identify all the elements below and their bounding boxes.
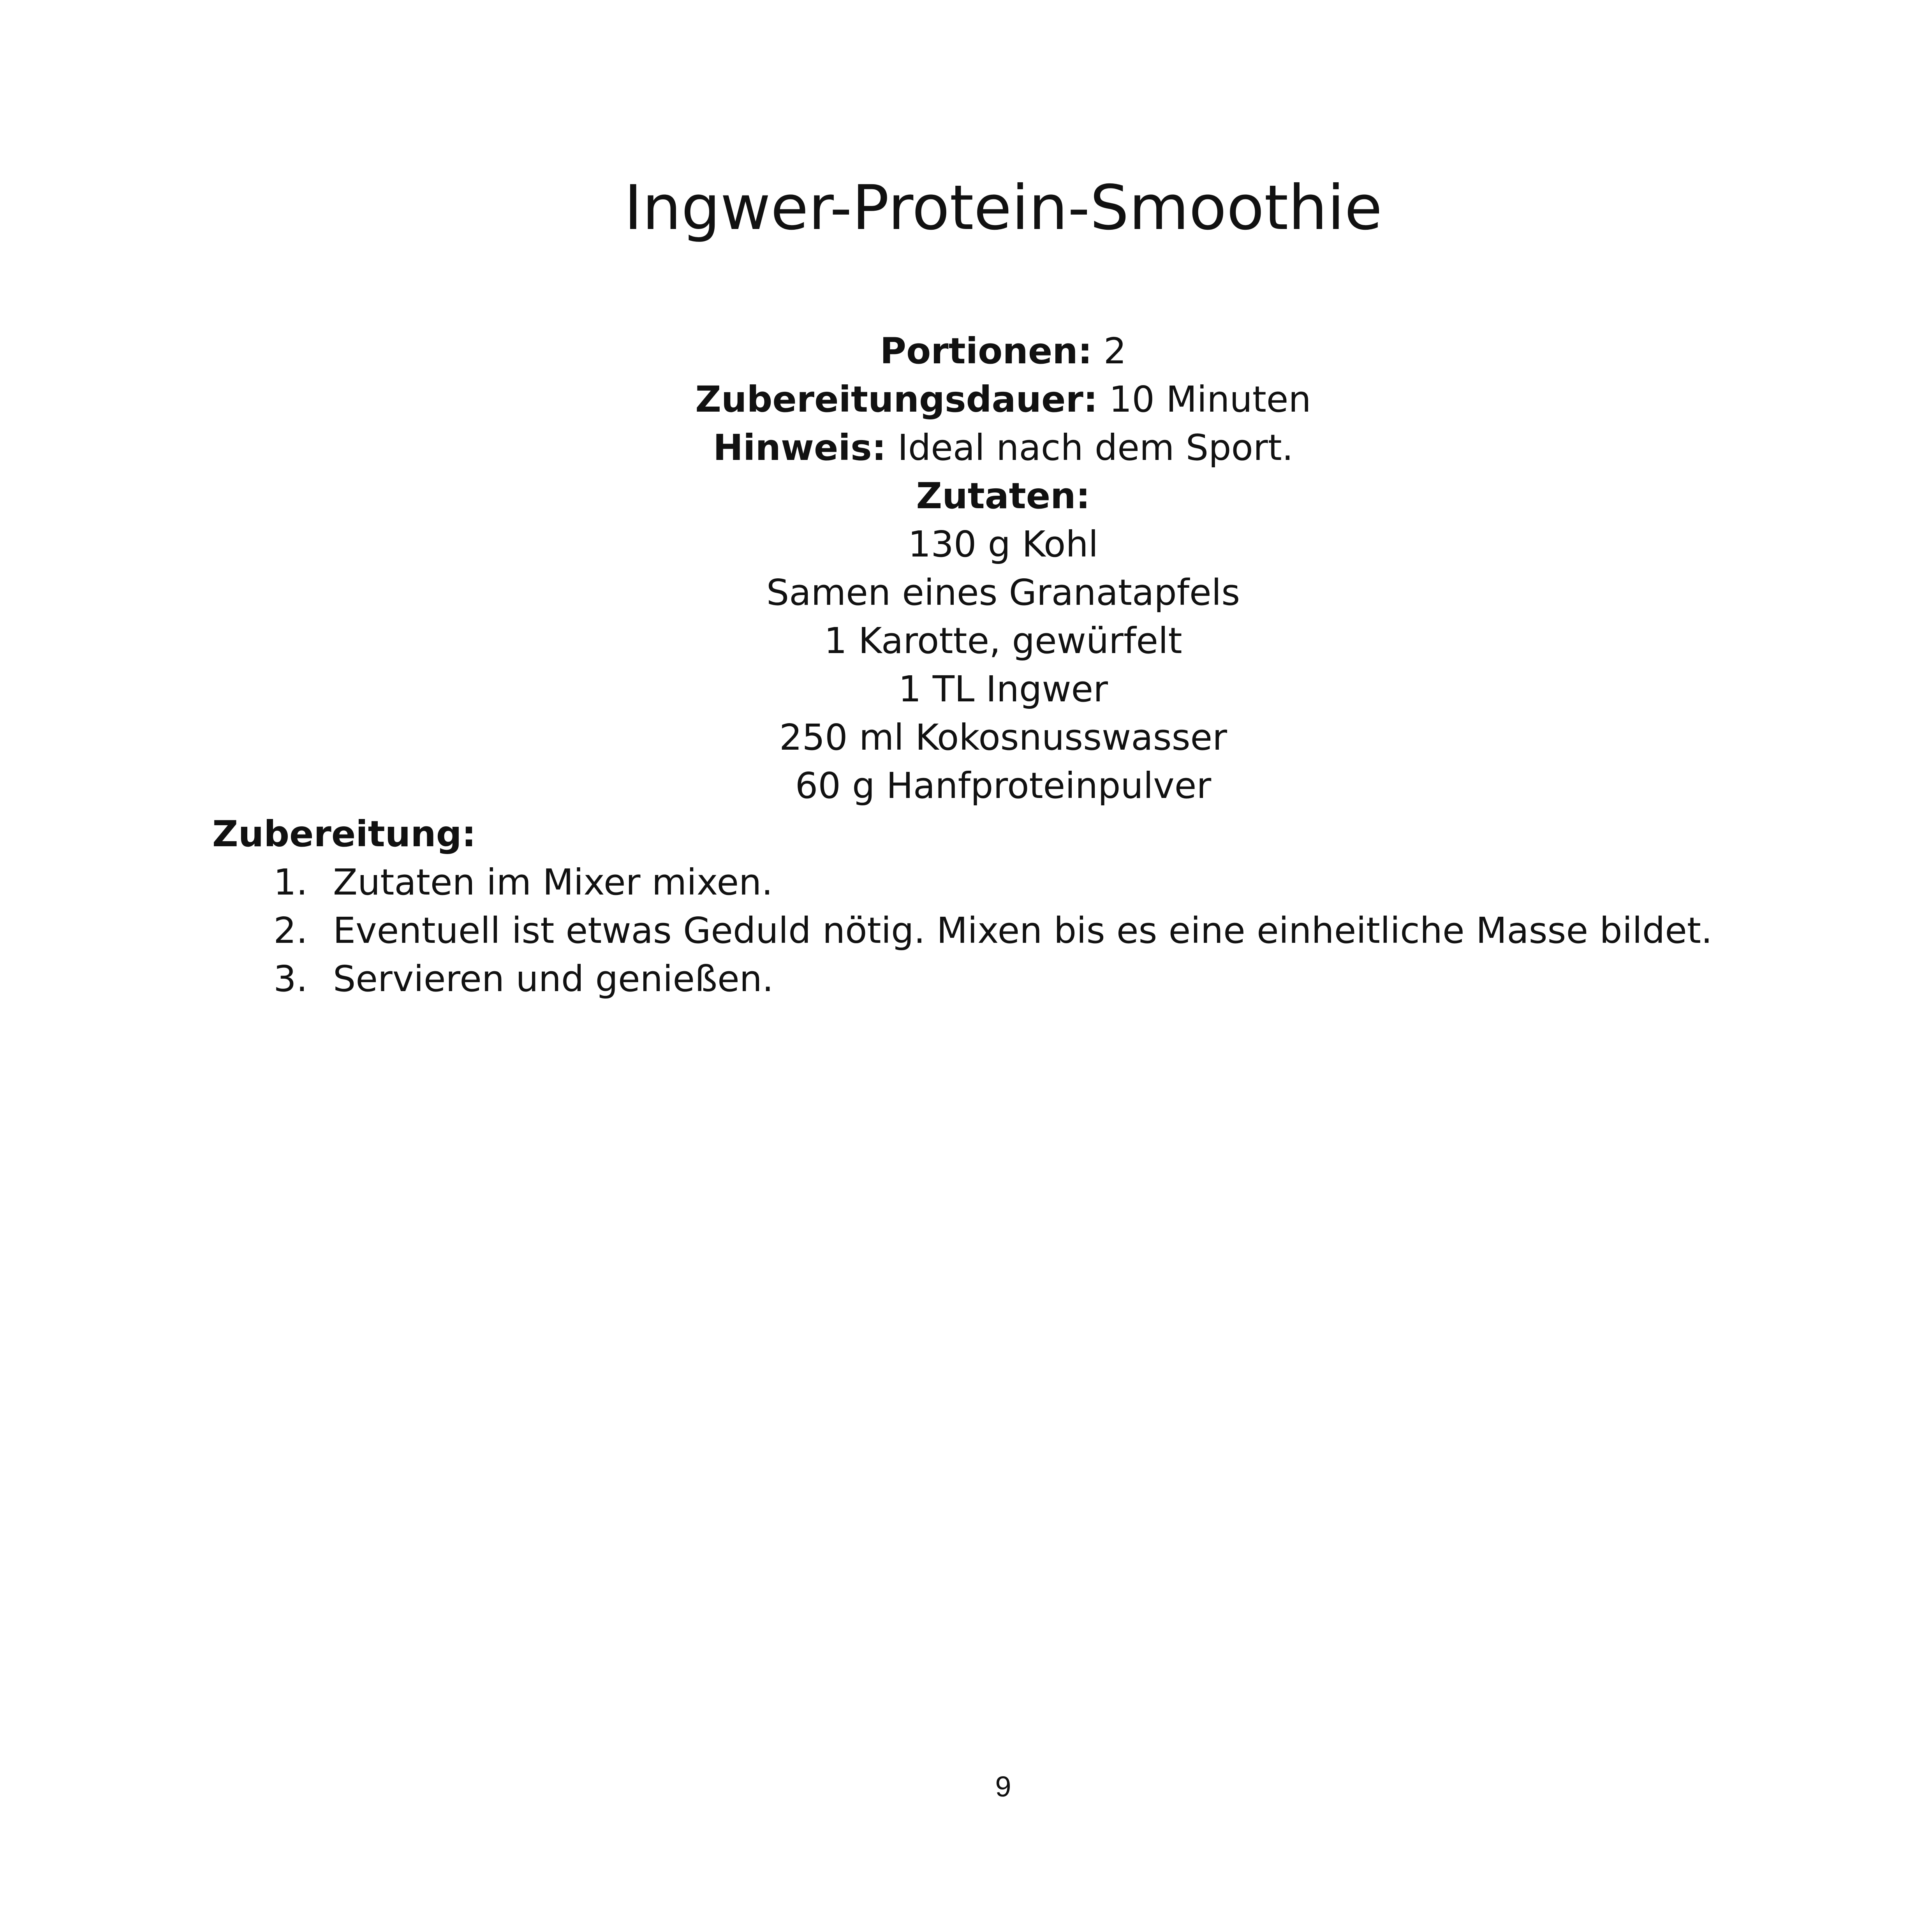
- preparation-step: [212, 858, 1887, 907]
- step-text: Zutaten im Mixer mixen.: [333, 861, 773, 903]
- servings-value: 2: [1103, 330, 1127, 372]
- page-number: 9: [995, 1770, 1011, 1803]
- preparation-step: [212, 907, 1887, 955]
- ingredient-item: 1 TL Ingwer: [898, 668, 1108, 710]
- servings-label: Portionen:: [880, 330, 1092, 372]
- preparation-steps: [212, 858, 1887, 1003]
- recipe-meta: [0, 327, 1932, 810]
- preparation-heading: Zubereitung:: [212, 813, 476, 855]
- ingredient-item: 130 g Kohl: [908, 523, 1099, 565]
- duration-value: 10 Minuten: [1109, 379, 1311, 420]
- step-text: Eventuell ist etwas Geduld nötig. Mixen bis es eine einheitliche Masse bildet.: [333, 910, 1713, 951]
- note-value: Ideal nach dem Sport.: [897, 427, 1293, 468]
- preparation-section: [212, 810, 1887, 1003]
- step-number: 2.: [273, 910, 308, 951]
- note-label: Hinweis:: [713, 427, 886, 468]
- note-row: [0, 424, 1932, 472]
- preparation-step: [212, 955, 1887, 1003]
- ingredient-item: 60 g Hanfproteinpulver: [795, 765, 1212, 807]
- ingredients-heading: Zutaten:: [916, 475, 1090, 517]
- step-number: 1.: [273, 861, 308, 903]
- ingredient-item: 250 ml Kokosnusswasser: [779, 717, 1227, 758]
- step-number: 3.: [273, 958, 308, 1000]
- recipe-title: Ingwer-Protein-Smoothie: [624, 172, 1383, 244]
- duration-label: Zubereitungsdauer:: [695, 379, 1098, 420]
- servings-row: [0, 327, 1932, 375]
- ingredient-item: Samen eines Granatapfels: [766, 572, 1240, 613]
- step-text: Servieren und genießen.: [333, 958, 774, 1000]
- ingredient-item: 1 Karotte, gewürfelt: [824, 620, 1182, 662]
- duration-row: [0, 375, 1932, 424]
